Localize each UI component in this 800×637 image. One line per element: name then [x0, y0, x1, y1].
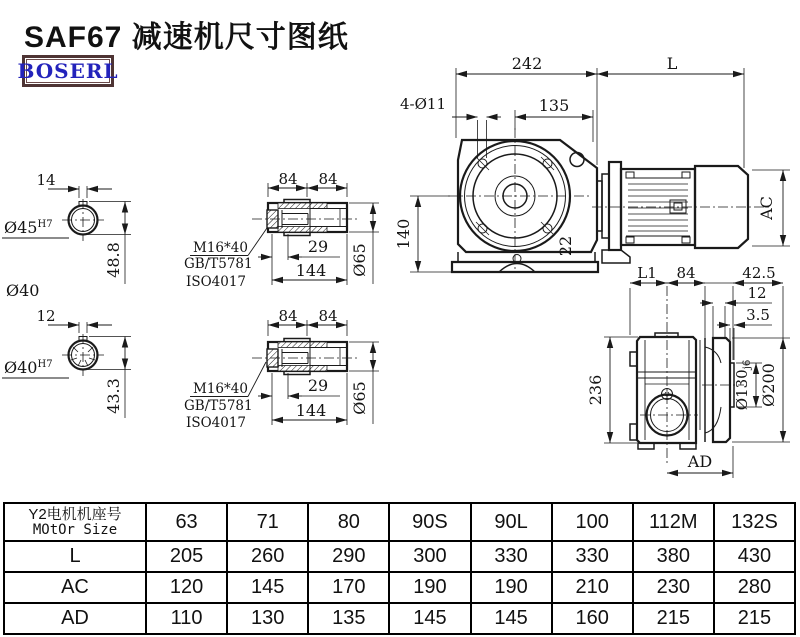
label-std1-a: GB/T5781	[184, 256, 253, 272]
dim-144b: 144	[295, 401, 327, 420]
label-bolt-b: M16*40	[193, 381, 248, 397]
col-132S: 132S	[714, 503, 795, 541]
cell-L-2: 290	[308, 541, 389, 572]
dim-d65-a: Ø65	[350, 243, 369, 277]
dim-236: 236	[586, 374, 605, 406]
dim-AD: AD	[687, 452, 713, 471]
cell-AC-7: 280	[714, 572, 795, 603]
cell-AC-5: 210	[552, 572, 633, 603]
row-label-L: L	[4, 541, 146, 572]
header-en: MOtOr Size	[32, 522, 118, 538]
dim-84c: 84	[278, 307, 298, 325]
cell-AC-3: 190	[389, 572, 470, 603]
label-d40: Ø40	[6, 281, 40, 300]
dim-140: 140	[394, 218, 413, 250]
cell-AC-6: 230	[633, 572, 714, 603]
dim-43.3: 43.3	[104, 378, 123, 414]
dim-d200: Ø200	[759, 363, 778, 407]
dim-4xd11: 4-Ø11	[400, 95, 446, 113]
cell-L-0: 205	[146, 541, 227, 572]
col-90L: 90L	[471, 503, 552, 541]
bore-view-bottom	[2, 307, 131, 418]
label-bore-b: $Ø40^{H7}$	[4, 358, 53, 377]
dim-135: 135	[538, 96, 570, 115]
label-std2-a: ISO4017	[186, 274, 247, 290]
dim-d130j6: $Ø130_{j6}$	[733, 359, 753, 411]
sleeve-view-top	[184, 170, 379, 290]
table-row-L	[4, 541, 795, 572]
motor-fins	[628, 184, 688, 231]
motor-size-table	[3, 502, 796, 635]
col-80: 80	[308, 503, 389, 541]
dim-L1: L1	[637, 264, 657, 282]
dim-84a: 84	[278, 170, 298, 188]
dim-AC: AC	[757, 196, 776, 220]
header-motor-size	[4, 503, 146, 541]
cell-AD-3: 145	[389, 603, 470, 634]
cell-L-3: 300	[389, 541, 470, 572]
dim-48.8: 48.8	[104, 242, 123, 278]
label-std1-b: GB/T5781	[184, 398, 253, 414]
cell-AC-0: 120	[146, 572, 227, 603]
label-std2-b: ISO4017	[186, 415, 247, 431]
cell-AD-5: 160	[552, 603, 633, 634]
cell-AD-2: 135	[308, 603, 389, 634]
header-cn: Y2电机机座号	[28, 506, 122, 523]
dim-144a: 144	[295, 261, 327, 280]
cell-AD-1: 130	[227, 603, 308, 634]
cell-L-5: 330	[552, 541, 633, 572]
boserl-logo: BOSERL	[22, 55, 114, 87]
dim-14: 14	[36, 171, 56, 189]
dim-42.5: 42.5	[742, 264, 776, 282]
row-label-AD: AD	[4, 603, 146, 634]
row-label-AC: AC	[4, 572, 146, 603]
cell-AD-6: 215	[633, 603, 714, 634]
table-row-AC	[4, 572, 795, 603]
col-90S: 90S	[389, 503, 470, 541]
dim-29a: 29	[307, 237, 329, 256]
cell-AC-2: 170	[308, 572, 389, 603]
dim-12: 12	[36, 307, 56, 325]
col-100: 100	[552, 503, 633, 541]
oil-plug	[570, 153, 584, 167]
table-row-AD	[4, 603, 795, 634]
page-title: SAF67 减速机尺寸图纸	[24, 21, 349, 54]
label-bolt-a: M16*40	[193, 240, 248, 256]
dim-84d: 84	[318, 307, 338, 325]
dim-3.5: 3.5	[746, 306, 770, 324]
col-112M: 112M	[633, 503, 714, 541]
cell-L-6: 380	[633, 541, 714, 572]
table-header-row	[4, 503, 795, 541]
dim-d65-b: Ø65	[350, 381, 369, 415]
side-view	[586, 264, 790, 478]
dim-29b: 29	[307, 376, 329, 395]
dim-L: L	[666, 54, 678, 73]
col-71: 71	[227, 503, 308, 541]
col-63: 63	[146, 503, 227, 541]
bore-view-top	[2, 171, 131, 284]
cell-AD-4: 145	[471, 603, 552, 634]
cell-AD-0: 110	[146, 603, 227, 634]
label-bore-a: $Ø45^{H7}$	[4, 218, 53, 237]
dim-12b: 12	[747, 284, 767, 302]
cell-AC-4: 190	[471, 572, 552, 603]
cell-L-4: 330	[471, 541, 552, 572]
dim-242: 242	[511, 54, 543, 73]
dim-84b: 84	[318, 170, 338, 188]
dim-84e: 84	[676, 264, 696, 282]
dim-22: 22	[556, 235, 575, 257]
cell-L-1: 260	[227, 541, 308, 572]
sleeve-view-bottom	[184, 307, 379, 431]
front-view	[394, 54, 790, 272]
cell-L-7: 430	[714, 541, 795, 572]
cell-AC-1: 145	[227, 572, 308, 603]
cell-AD-7: 215	[714, 603, 795, 634]
